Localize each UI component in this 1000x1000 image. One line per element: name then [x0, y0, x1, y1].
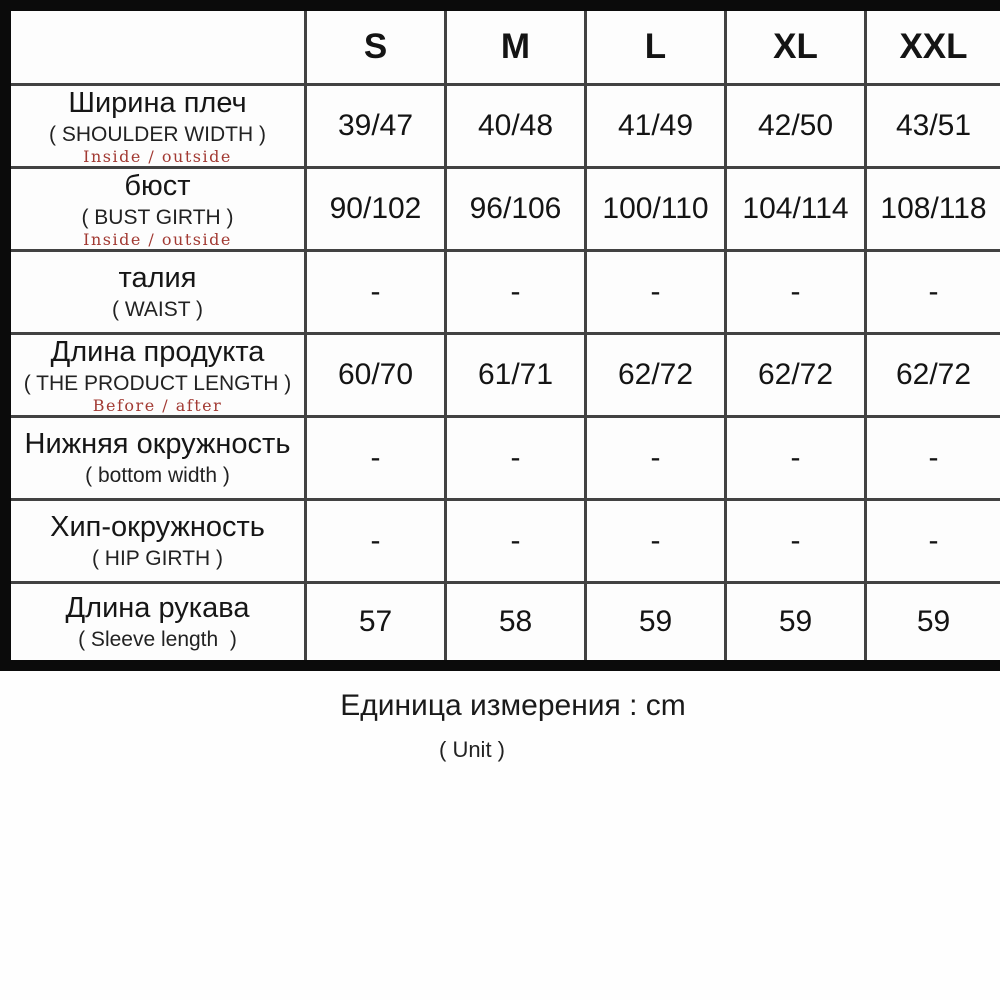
- value-cell: 108/118: [866, 168, 1000, 251]
- value-cell: 61/71: [446, 334, 586, 417]
- size-col-header-xxl: XXL: [866, 6, 1000, 85]
- value-cell: -: [866, 417, 1000, 500]
- row-label-bottom-width: [6, 417, 306, 500]
- unit-caption: Единица измерения : cm: [340, 689, 686, 722]
- value-cell: 42/50: [726, 85, 866, 168]
- size-col-header-s: S: [306, 6, 446, 85]
- row-label-ru: Длина рукава: [65, 592, 250, 624]
- row-label-en: ( BUST GIRTH ): [81, 206, 234, 229]
- row-label-shoulder-width: [6, 85, 306, 168]
- row-label-ru: талия: [118, 262, 197, 294]
- value-cell: 59: [726, 583, 866, 666]
- value-cell: -: [586, 500, 726, 583]
- value-cell: 39/47: [306, 85, 446, 168]
- row-label-note: Inside / outside: [83, 230, 232, 249]
- value-cell: 96/106: [446, 168, 586, 251]
- value-cell: -: [446, 500, 586, 583]
- row-label-ru: Нижняя окружность: [24, 428, 291, 460]
- row-label-waist: [6, 251, 306, 334]
- value-cell: 59: [866, 583, 1000, 666]
- value-cell: 62/72: [866, 334, 1000, 417]
- value-cell: -: [586, 251, 726, 334]
- table-row-waist: [6, 251, 1000, 334]
- value-cell: 60/70: [306, 334, 446, 417]
- value-cell: 59: [586, 583, 726, 666]
- row-label-en: ( SHOULDER WIDTH ): [49, 123, 266, 146]
- row-label-note: Inside / outside: [83, 147, 232, 166]
- value-cell: -: [726, 500, 866, 583]
- row-label-note: Before / after: [92, 396, 223, 415]
- unit-sub-caption: ( Unit ): [439, 737, 505, 762]
- value-cell: -: [306, 251, 446, 334]
- value-cell: -: [586, 417, 726, 500]
- size-header-row: [6, 6, 1000, 85]
- value-cell: 58: [446, 583, 586, 666]
- row-label-en: ( WAIST ): [112, 298, 203, 321]
- row-label-en: ( HIP GIRTH ): [91, 547, 224, 570]
- row-label-en: ( Sleeve length ): [78, 628, 237, 651]
- value-cell: 104/114: [726, 168, 866, 251]
- value-cell: 41/49: [586, 85, 726, 168]
- table-row-bust-girth: [6, 168, 1000, 251]
- row-label-ru: Ширина плеч: [68, 87, 247, 119]
- value-cell: 90/102: [306, 168, 446, 251]
- value-cell: 57: [306, 583, 446, 666]
- row-label-ru: Длина продукта: [50, 336, 265, 368]
- row-label-bust-girth: [6, 168, 306, 251]
- value-cell: -: [726, 251, 866, 334]
- value-cell: 100/110: [586, 168, 726, 251]
- corner-cell: [6, 6, 306, 85]
- value-cell: -: [306, 500, 446, 583]
- table-row-sleeve-length: [6, 583, 1000, 666]
- value-cell: -: [726, 417, 866, 500]
- table-row-shoulder-width: [6, 85, 1000, 168]
- size-col-header-m: M: [446, 6, 586, 85]
- row-label-en: ( THE PRODUCT LENGTH ): [23, 372, 292, 395]
- row-label-ru: бюст: [124, 170, 191, 202]
- row-label-en: ( bottom width ): [85, 464, 230, 487]
- row-label-sleeve-length: [6, 583, 306, 666]
- table-row-product-length: [6, 334, 1000, 417]
- row-label-ru: Хип-окружность: [50, 511, 265, 543]
- table-row-hip-girth: [6, 500, 1000, 583]
- value-cell: 62/72: [586, 334, 726, 417]
- row-label-hip-girth: [6, 500, 306, 583]
- value-cell: 40/48: [446, 85, 586, 168]
- table-row-bottom-width: [6, 417, 1000, 500]
- value-cell: -: [866, 500, 1000, 583]
- row-label-product-length: [6, 334, 306, 417]
- value-cell: -: [306, 417, 446, 500]
- value-cell: -: [446, 251, 586, 334]
- value-cell: -: [446, 417, 586, 500]
- value-cell: 62/72: [726, 334, 866, 417]
- value-cell: -: [866, 251, 1000, 334]
- value-cell: 43/51: [866, 85, 1000, 168]
- size-col-header-xl: XL: [726, 6, 866, 85]
- unit-caption-block: [0, 689, 1000, 763]
- size-col-header-l: L: [586, 6, 726, 85]
